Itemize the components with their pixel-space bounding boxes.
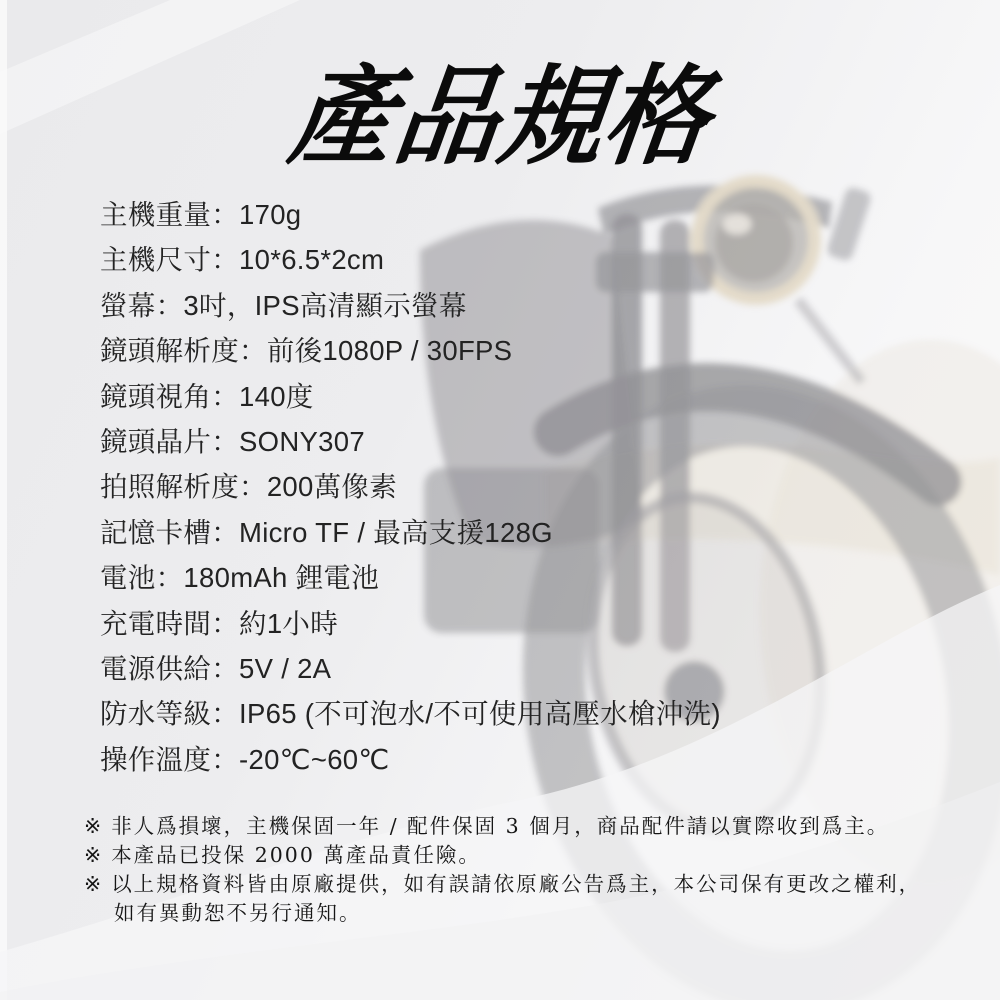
reference-mark-icon: ※ [84, 872, 104, 896]
footnote-text: 以上規格資料皆由原廠提供，如有誤請依原廠公告爲主，本公司保有更改之權利， [111, 872, 922, 896]
footnote-text: 非人爲損壞，主機保固一年 / 配件保固 3 個月，商品配件請以實際收到爲主。 [111, 814, 890, 838]
reference-mark-icon: ※ [84, 814, 104, 838]
spec-separator: ： [211, 516, 240, 548]
spec-separator: ： [211, 653, 240, 685]
spec-row-temperature [100, 737, 960, 782]
spec-value: 10*6.5*2cm [239, 244, 385, 276]
footnote-warranty [84, 812, 944, 841]
footnotes [84, 812, 944, 928]
spec-separator: ： [211, 698, 240, 730]
spec-label: 鏡頭晶片 [100, 426, 212, 458]
spec-row-screen [100, 283, 960, 328]
spec-row-charge-time [100, 601, 960, 646]
spec-label: 鏡頭視角 [100, 380, 212, 412]
spec-label: 防水等級 [100, 698, 212, 730]
spec-separator: ： [155, 562, 184, 594]
footnote-text: 本產品已投保 2000 萬產品責任險。 [111, 843, 481, 867]
spec-value: 170g [239, 199, 302, 230]
spec-row-sensor [100, 419, 960, 464]
spec-separator: ： [239, 471, 267, 503]
spec-row-photo [100, 464, 960, 509]
spec-row-weight [100, 192, 960, 237]
spec-row-battery [100, 555, 960, 600]
page-title: 產品規格 [283, 54, 718, 180]
spec-value: 200萬像素 [266, 471, 397, 503]
spec-row-size [100, 237, 960, 282]
spec-value: Micro TF / 最高支援128G [239, 516, 553, 548]
spec-value: 約1小時 [239, 607, 339, 639]
footnote-disclaimer-continued [84, 899, 944, 928]
spec-label: 主機重量 [100, 199, 212, 230]
spec-row-resolution [100, 328, 960, 373]
spec-label: 記憶卡槽 [100, 516, 212, 548]
spec-separator: ： [211, 743, 240, 775]
spec-list [100, 192, 960, 782]
spec-separator: ： [211, 607, 240, 639]
spec-value: 5V / 2A [239, 653, 332, 685]
spec-row-memory [100, 510, 960, 555]
spec-value: 前後1080P / 30FPS [266, 335, 513, 367]
reference-mark-icon: ※ [84, 843, 104, 867]
spec-label: 螢幕 [100, 289, 156, 321]
spec-separator: ： [211, 426, 240, 458]
spec-separator: ： [211, 199, 240, 230]
spec-value: IP65 (不可泡水/不可使用高壓水槍沖洗) [239, 698, 721, 730]
spec-label: 電池 [100, 562, 156, 594]
footnote-text: 如有異動恕不另行通知。 [114, 901, 362, 925]
spec-separator: ： [211, 244, 240, 276]
spec-separator: ： [211, 380, 240, 412]
spec-label: 鏡頭解析度 [100, 335, 239, 367]
spec-value: 3吋，IPS高清顯示螢幕 [183, 289, 467, 321]
title-wrap [0, 54, 1000, 180]
spec-label: 主機尺寸 [100, 244, 212, 276]
spec-value: SONY307 [239, 426, 365, 458]
spec-row-power [100, 646, 960, 691]
spec-label: 電源供給 [100, 653, 212, 685]
spec-row-view-angle [100, 374, 960, 419]
spec-value: 140度 [239, 380, 314, 412]
spec-separator: ： [155, 289, 184, 321]
spec-label: 操作溫度 [100, 743, 212, 775]
footnote-insurance [84, 841, 944, 870]
spec-row-waterproof [100, 691, 960, 736]
spec-value: -20℃~60℃ [239, 743, 390, 775]
spec-label: 拍照解析度 [100, 471, 239, 503]
spec-label: 充電時間 [100, 607, 212, 639]
spec-separator: ： [239, 335, 267, 367]
spec-value: 180mAh 鋰電池 [183, 562, 379, 594]
footnote-disclaimer [84, 870, 944, 899]
